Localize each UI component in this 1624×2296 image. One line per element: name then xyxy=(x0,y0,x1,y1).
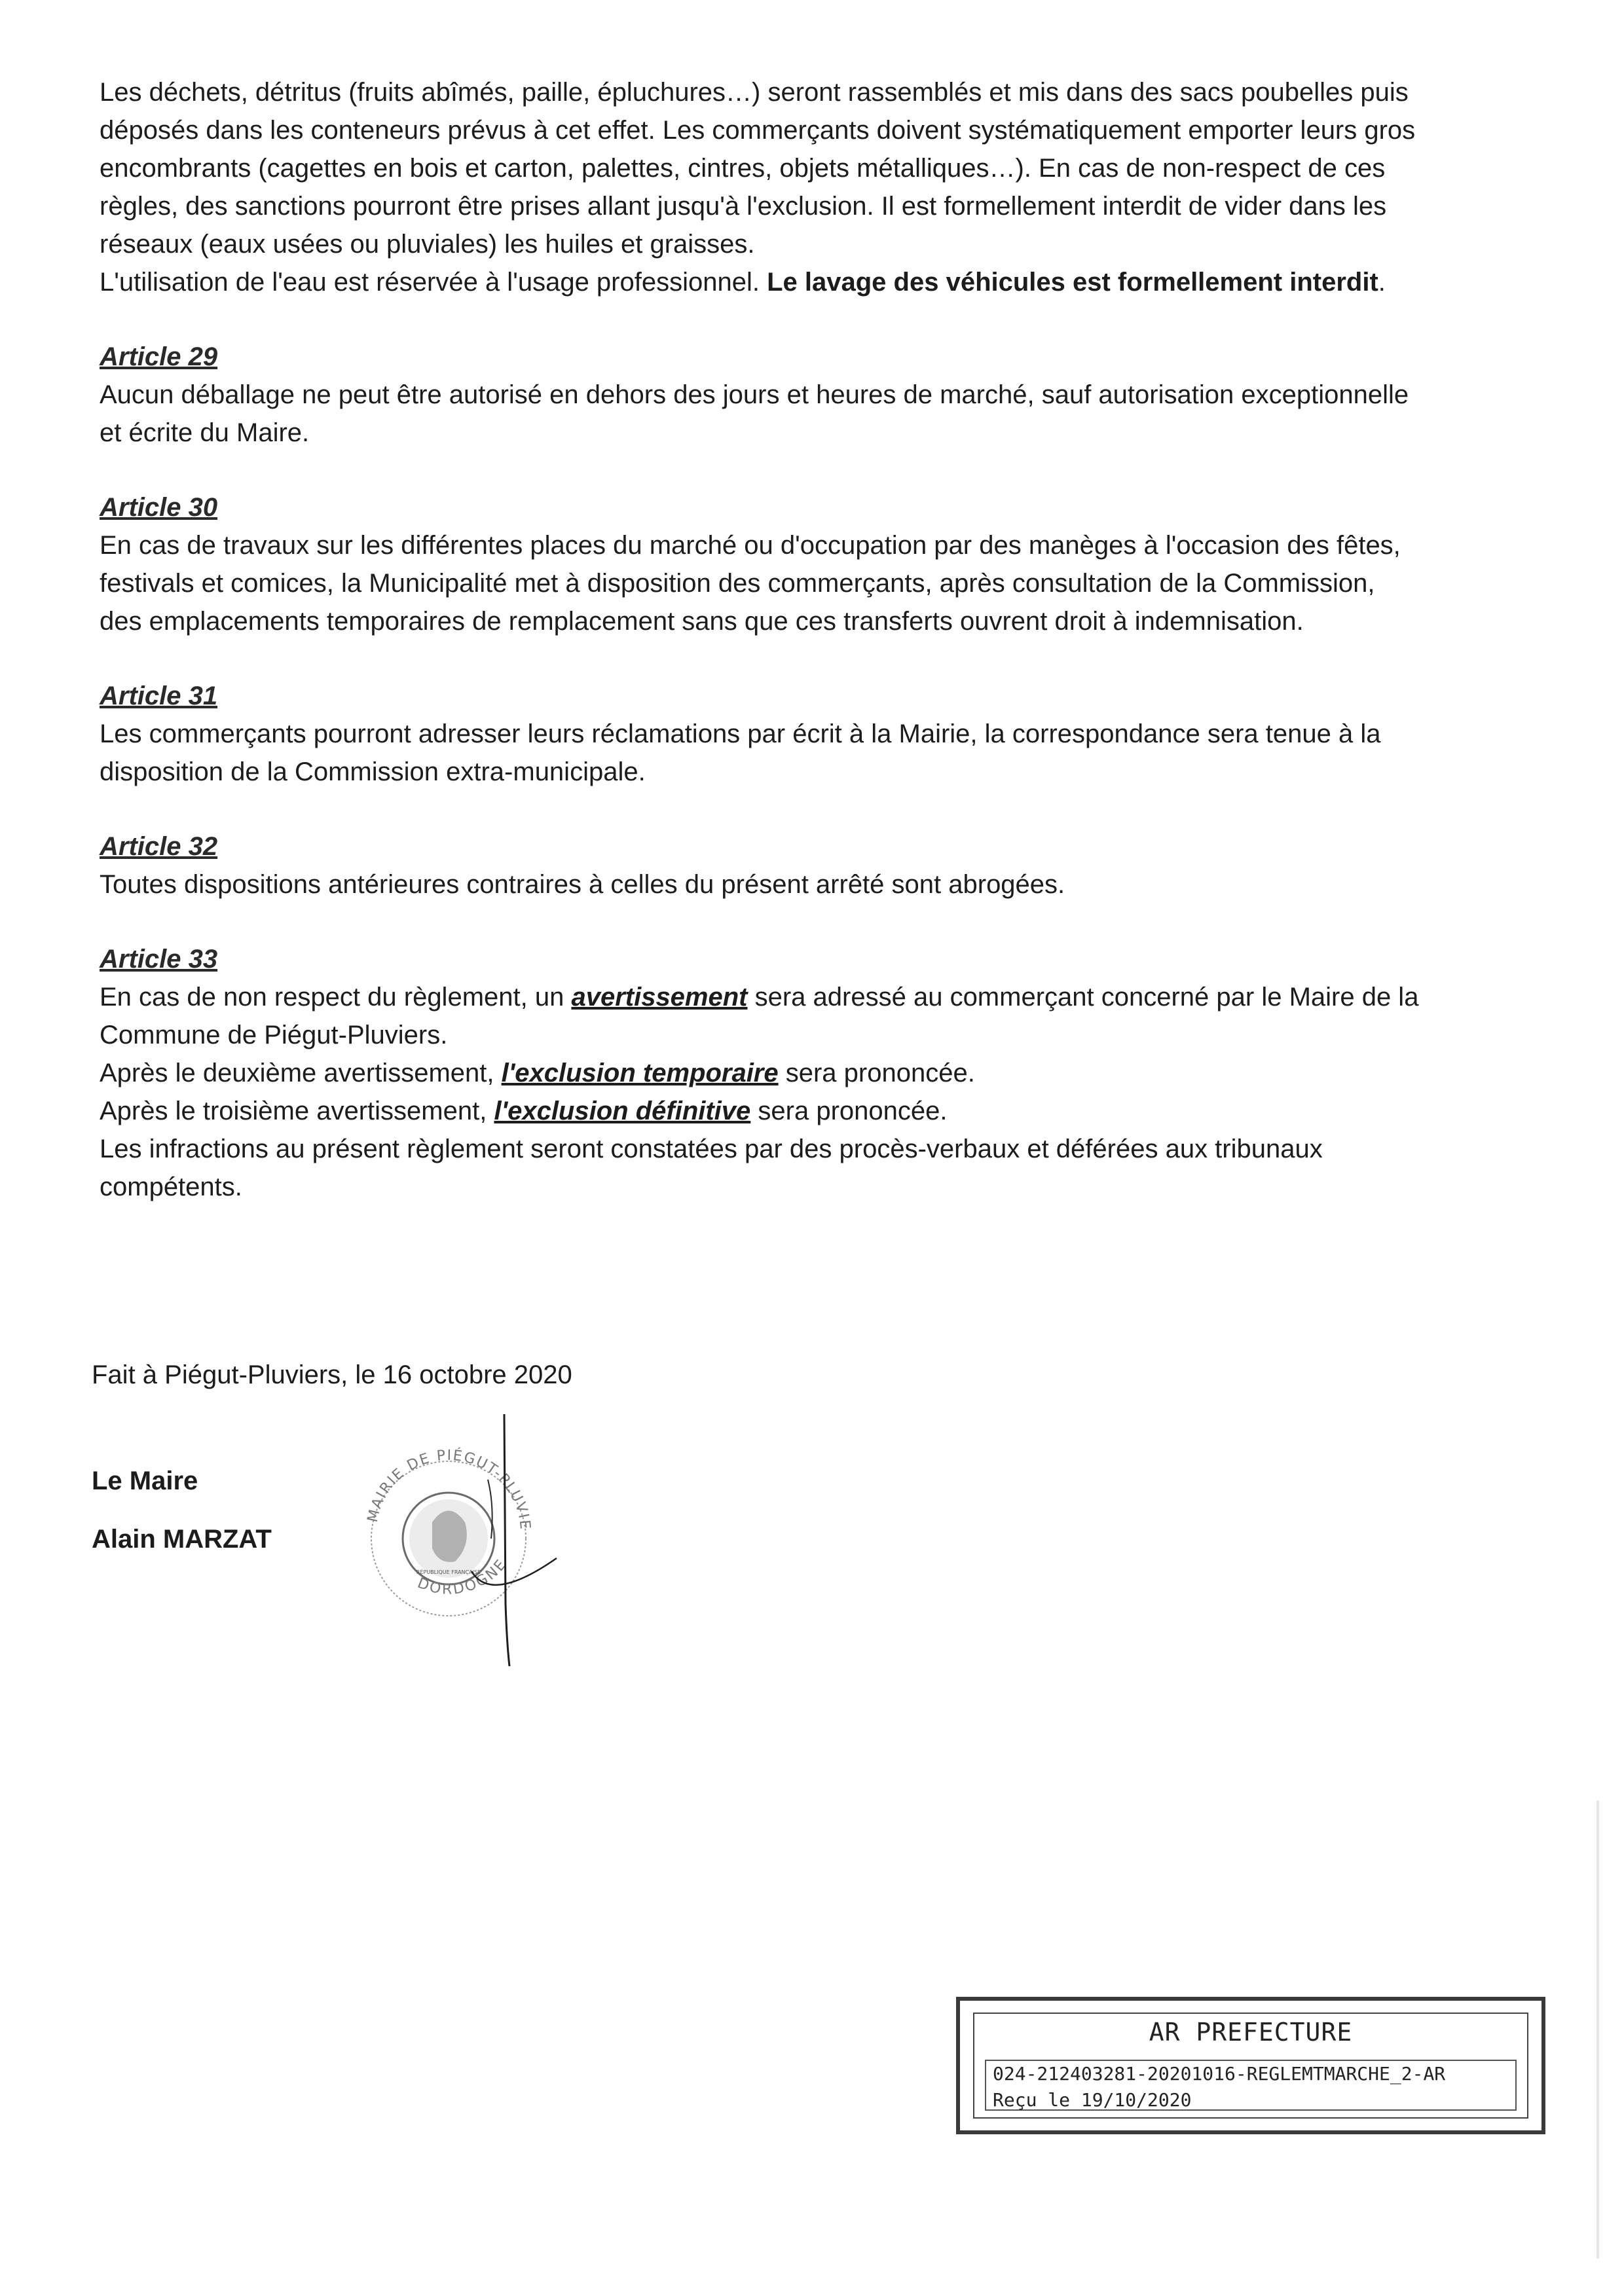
article-30 xyxy=(100,488,1422,640)
article-33-line-1 xyxy=(100,978,1422,1054)
signoff-place-date: Fait à Piégut-Pluviers, le 16 octobre 2020 xyxy=(92,1360,572,1389)
seal-text-top: MAIRIE DE PIÉGUT-PLUVIE xyxy=(364,1447,534,1531)
signatory-title: Le Maire xyxy=(92,1467,198,1495)
article-text: Aucun déballage ne peut être autorisé en dehors des jours et heures de marché, sauf autorisation exceptionnelle et écrite du Maire. xyxy=(100,380,1409,447)
article-33-line-3 xyxy=(100,1092,1422,1130)
warning-term: avertissement xyxy=(571,983,748,1011)
stamp-title: AR PREFECTURE xyxy=(1149,2018,1353,2047)
definitive-exclusion-term: l'exclusion définitive xyxy=(494,1097,751,1125)
article-title: Article 33 xyxy=(100,945,218,974)
vehicle-washing-ban: Le lavage des véhicules est formellement interdit xyxy=(767,268,1378,297)
article-33-line-2-start: Après le deuxième avertissement, xyxy=(100,1059,502,1087)
article-text: Toutes dispositions antérieures contraires à celles du présent arrêté sont abrogées. xyxy=(100,870,1065,899)
article-text: Les commerçants pourront adresser leurs réclamations par écrit à la Mairie, la correspondance sera tenue à la disposition de la Commission extra-municipale. xyxy=(100,720,1381,786)
intro-paragraph-2-end: . xyxy=(1378,268,1386,297)
intro-paragraph-2 xyxy=(100,263,1422,301)
document-body xyxy=(100,73,1422,1206)
prefecture-receipt-stamp xyxy=(956,1997,1545,2134)
official-seal-icon xyxy=(341,1408,563,1669)
article-33-line-2-end: sera prononcée. xyxy=(778,1059,975,1087)
stamp-details xyxy=(985,2060,1517,2111)
article-33-line-2 xyxy=(100,1054,1422,1092)
article-33-line-3-end: sera prononcée. xyxy=(750,1097,948,1125)
article-title: Article 30 xyxy=(100,493,218,522)
article-title: Article 29 xyxy=(100,342,218,371)
article-33-line-1-start: En cas de non respect du règlement, un xyxy=(100,983,572,1011)
article-33-line-3-start: Après le troisième avertissement, xyxy=(100,1097,494,1125)
article-title: Article 31 xyxy=(100,682,218,710)
article-32 xyxy=(100,828,1422,903)
temporary-exclusion-term: l'exclusion temporaire xyxy=(501,1059,779,1087)
stamp-inner-frame xyxy=(973,2013,1528,2119)
seal-center-text: RÉPUBLIQUE FRANÇAISE xyxy=(416,1569,481,1575)
scan-edge-shadow xyxy=(1596,1800,1599,2259)
intro-paragraph-2-text: L'utilisation de l'eau est réservée à l'usage professionnel. xyxy=(100,268,767,297)
mayor-seal-and-signature xyxy=(341,1408,563,1669)
article-text: En cas de travaux sur les différentes places du marché ou d'occupation par des manèges à l'occasion des fêtes, festivals et comices, la Municipalité met à disposition des commerçants, après consultation de la Commission, des emplacements temporaires de remplacement sans que ces transferts ouvrent droit à indemnisation. xyxy=(100,531,1401,636)
article-29 xyxy=(100,338,1422,452)
seal-text-bottom: DORDOGNE xyxy=(415,1556,511,1598)
signature-block xyxy=(92,1467,272,1554)
article-title: Article 32 xyxy=(100,832,218,861)
stamp-received-date: Reçu le 19/10/2020 xyxy=(993,2089,1192,2111)
stamp-reference: 024-212403281-20201016-REGLEMTMARCHE_2-AR xyxy=(993,2063,1446,2085)
article-31 xyxy=(100,677,1422,791)
signatory-name: Alain MARZAT xyxy=(92,1525,272,1554)
article-33 xyxy=(100,940,1422,1206)
intro-paragraph-1: Les déchets, détritus (fruits abîmés, paille, épluchures…) seront rassemblés et mis dans des sacs poubelles puis déposés dans les conteneurs prévus à cet effet. Les commerçants doivent systématiquement emporter leurs gros encombrants (cagettes en bois et carton, palettes, cintres, objets métalliques…). En cas de non-respect de ces règles, des sanctions pourront être prises allant jusqu'à l'exclusion. Il est formellement interdit de vider dans les réseaux (eaux usées ou pluviales) les huiles et graisses. xyxy=(100,78,1416,259)
article-33-line-4: Les infractions au présent règlement seront constatées par des procès-verbaux et déférées aux tribunaux compétents. xyxy=(100,1135,1323,1201)
article-33-line-1-end: sera adressé au commerçant concerné par le Maire de la Commune de Piégut-Pluviers. xyxy=(100,983,1419,1049)
